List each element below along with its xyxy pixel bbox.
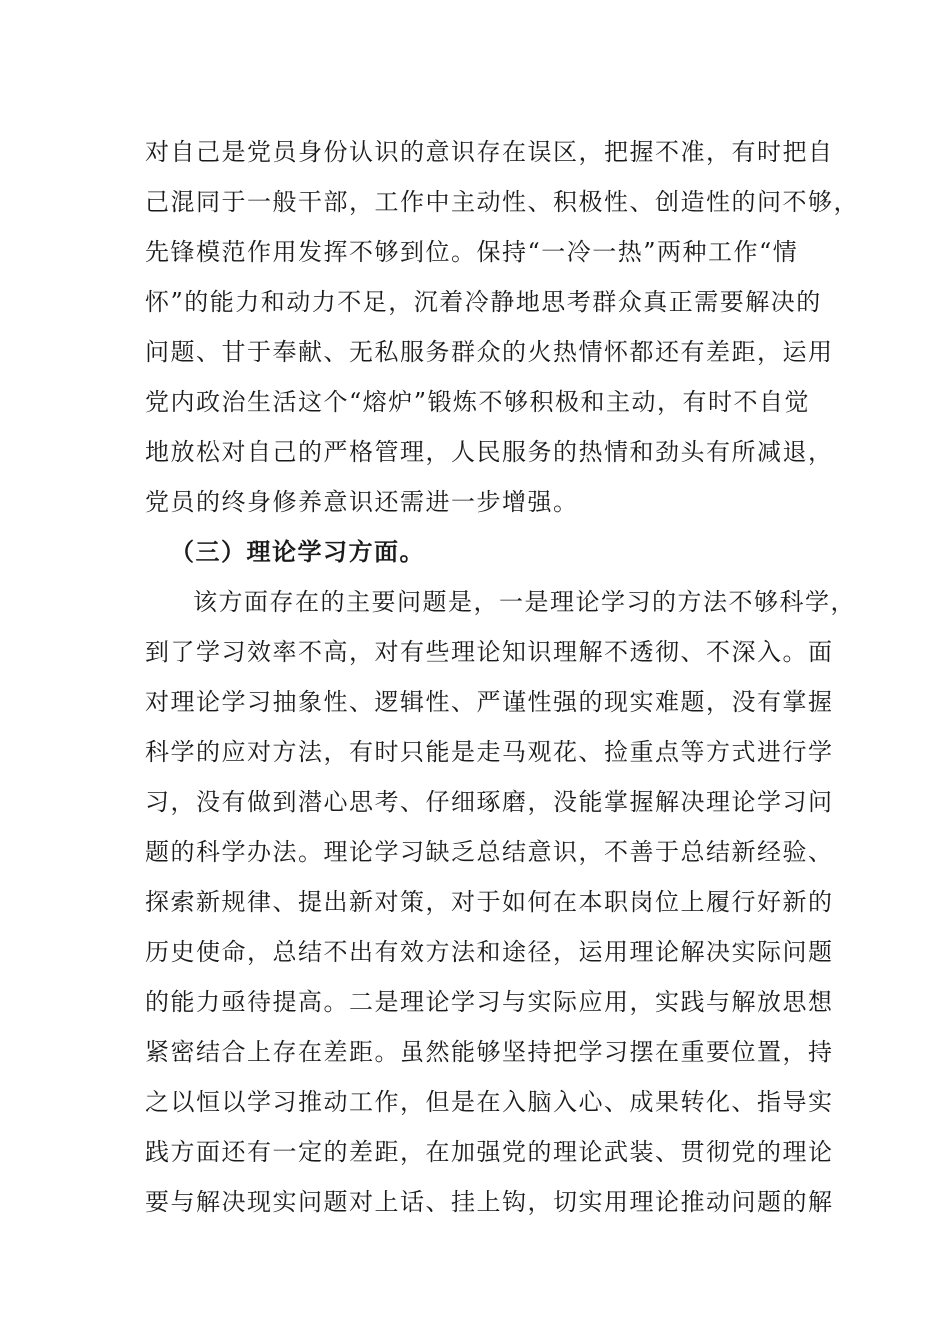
paragraph-line: 探索新规律、提出新对策，对于如何在本职岗位上履行好新的 — [145, 888, 834, 916]
paragraph-line: 先锋模范作用发挥不够到位。保持“一冷一热”两种工作“情 — [145, 238, 799, 266]
paragraph-line: 己混同于一般干部，工作中主动性、积极性、创造性的问不够， — [145, 188, 859, 216]
section-heading: （三）理论学习方面。 — [170, 538, 425, 566]
paragraph-line: 对自己是党员身份认识的意识存在误区，把握不准，有时把自 — [145, 138, 834, 166]
paragraph-line: 历史使命，总结不出有效方法和途径，运用理论解决实际问题 — [145, 938, 834, 966]
paragraph-line: 该方面存在的主要问题是，一是理论学习的方法不够科学， — [193, 588, 856, 616]
paragraph-line: 地放松对自己的严格管理，人民服务的热情和劲头有所减退， — [145, 438, 834, 466]
paragraph-line: 怀”的能力和动力不足，沉着冷静地思考群众真正需要解决的 — [145, 288, 822, 316]
paragraph-line: 党员的终身修养意识还需进一步增强。 — [145, 488, 579, 516]
paragraph-line: 题的科学办法。理论学习缺乏总结意识，不善于总结新经验、 — [145, 838, 834, 866]
paragraph-line: 的能力亟待提高。二是理论学习与实际应用，实践与解放思想 — [145, 988, 834, 1016]
paragraph-line: 紧密结合上存在差距。虽然能够坚持把学习摆在重要位置，持 — [145, 1038, 834, 1066]
paragraph-line: 要与解决现实问题对上话、挂上钩，切实用理论推动问题的解 — [145, 1188, 834, 1216]
paragraph-line: 之以恒以学习推动工作，但是在入脑入心、成果转化、指导实 — [145, 1088, 834, 1116]
paragraph-line: 到了学习效率不高，对有些理论知识理解不透彻、不深入。面 — [145, 638, 834, 666]
paragraph-line: 习，没有做到潜心思考、仔细琢磨，没能掌握解决理论学习问 — [145, 788, 834, 816]
paragraph-line: 践方面还有一定的差距，在加强党的理论武装、贯彻党的理论 — [145, 1138, 834, 1166]
paragraph-line: 对理论学习抽象性、逻辑性、严谨性强的现实难题，没有掌握 — [145, 688, 834, 716]
paragraph-line: 科学的应对方法，有时只能是走马观花、捡重点等方式进行学 — [145, 738, 834, 766]
paragraph-line: 问题、甘于奉献、无私服务群众的火热情怀都还有差距，运用 — [145, 338, 834, 366]
paragraph-line: 党内政治生活这个“熔炉”锻炼不够积极和主动，有时不自觉 — [145, 388, 811, 416]
